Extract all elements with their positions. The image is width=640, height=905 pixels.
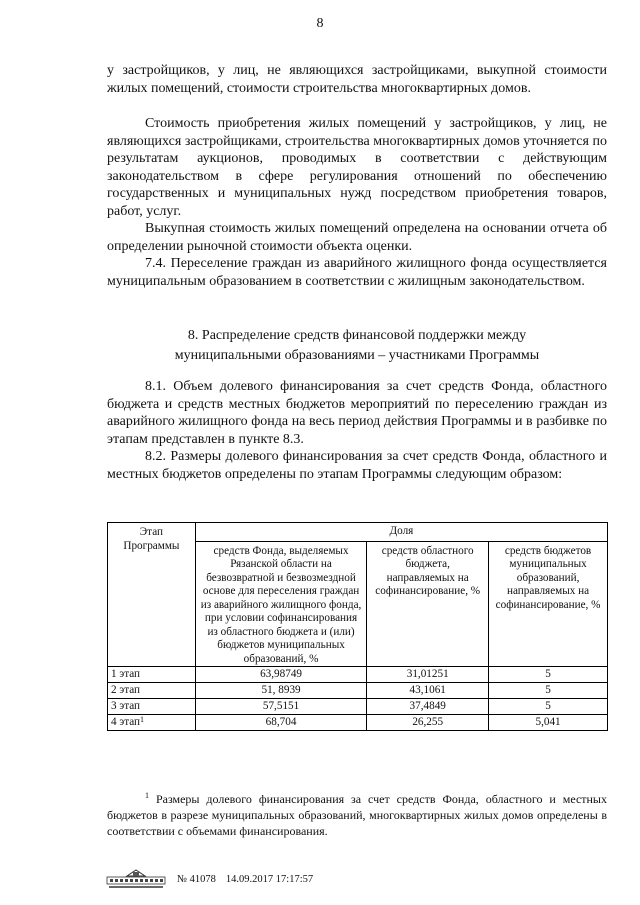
paragraph-redemption-value: Выкупная стоимость жилых помещений определена на основании отчета об определении рыночной стоимости объекта оценки. <box>107 221 607 254</box>
footer <box>105 868 313 890</box>
financing-share-table <box>107 522 608 731</box>
row-region-share: 37,4849 <box>367 699 489 715</box>
document-timestamp: 14.09.2017 17:17:57 <box>225 873 314 885</box>
registry-stamp-icon <box>105 868 167 890</box>
row-region-share: 43,1061 <box>367 683 489 699</box>
section-title-line1: 8. Распределение средств финансовой поддержки между <box>187 328 527 343</box>
header-fund-share: средств Фонда, выделяемых Рязанской области на безвозвратной и безвозмездной основе для переселения граждан из аварийного жилищного фонда, при условии софинансирования из областного бюджета и (или) бюджетов муниципальных образований, % <box>195 541 366 667</box>
footnote <box>107 791 607 839</box>
paragraph-purchase-cost: Стоимость приобретения жилых помещений у застройщиков, у лиц, не являющихся застройщиками, строительства многоквартирных домов уточняется по результатам аукционов, проводимых в соответствии с действующим законодательством в сфере регулирования отношений по обеспечению государственных и муниципальных нужд посредством приобретения товаров, работ, услуг. <box>107 116 607 219</box>
row-region-share: 31,01251 <box>367 667 489 683</box>
row-stage: 4 этап <box>111 716 141 728</box>
section-8-title <box>107 326 607 366</box>
row-region-share: 26,255 <box>367 715 489 731</box>
header-region-share: средств областного бюджета, направляемых на софинансирование, % <box>367 541 489 667</box>
paragraph-7-4: 7.4. Переселение граждан из аварийного жилищного фонда осуществляется муниципальным образованием в соответствии с жилищным законодательством. <box>107 256 607 289</box>
row-fund-share: 68,704 <box>195 715 366 731</box>
section-title-line2: муниципальными образованиями – участниками Программы <box>174 348 540 363</box>
row-fund-share: 57,5151 <box>195 699 366 715</box>
header-municipal-share: средств бюджетов муниципальных образований, направляемых на софинансирование, % <box>489 541 608 667</box>
row-stage-cell <box>108 715 196 731</box>
header-stage: Этап Программы <box>108 523 196 667</box>
footnote-text: Размеры долевого финансирования за счет средств Фонда, областного и местных бюджетов в разрезе муниципальных образований, многоквартирных жилых домов определены в соответствии с объемами финансирования. <box>107 792 607 838</box>
row-stage: 1 этап <box>108 667 196 683</box>
table-row <box>108 683 608 699</box>
row-stage: 2 этап <box>108 683 196 699</box>
table-row <box>108 667 608 683</box>
page-number: 8 <box>316 16 324 31</box>
footnote-ref: 1 <box>140 715 145 724</box>
row-stage: 3 этап <box>108 699 196 715</box>
footnote-marker: 1 <box>145 791 149 800</box>
table-row <box>108 715 608 731</box>
paragraph-8-2: 8.2. Размеры долевого финансирования за счет средств Фонда, областного и местных бюджетов определены по этапам Программы следующим образом: <box>107 449 607 482</box>
header-share-group: Доля <box>195 523 607 542</box>
row-fund-share: 51, 8939 <box>195 683 366 699</box>
paragraph-continuation: у застройщиков, у лиц, не являющихся застройщиками, выкупной стоимости жилых помещений, стоимости строительства многоквартирных домов. <box>107 63 607 96</box>
document-number: № 41078 <box>177 873 216 885</box>
row-fund-share: 63,98749 <box>195 667 366 683</box>
paragraph-8-1: 8.1. Объем долевого финансирования за счет средств Фонда, областного бюджета и средств местных бюджетов мероприятий по переселению граждан из аварийного жилищного фонда на весь период действия Программы и в разбивке по этапам представлен в пункте 8.3. <box>107 379 607 447</box>
table-header-row <box>108 523 608 542</box>
table-row <box>108 699 608 715</box>
row-municipal-share: 5 <box>489 699 608 715</box>
row-municipal-share: 5 <box>489 683 608 699</box>
row-municipal-share: 5 <box>489 667 608 683</box>
row-municipal-share: 5,041 <box>489 715 608 731</box>
